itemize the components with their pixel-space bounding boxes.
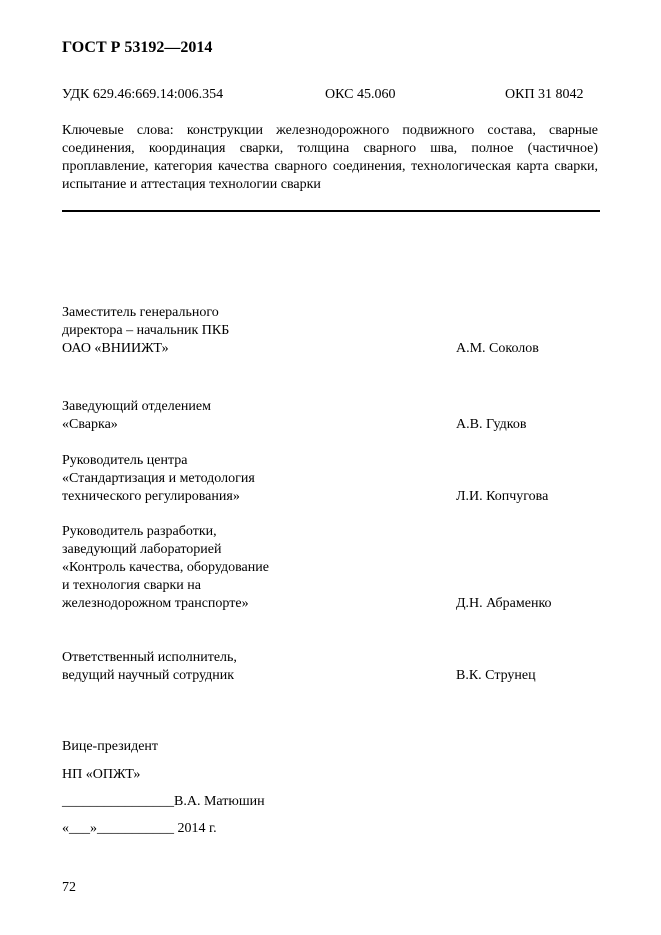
signatory-3-name: Л.И. Копчугова xyxy=(456,489,549,504)
approval-position: Вице-президент xyxy=(62,739,159,754)
signatory-3-position-line-3: технического регулирования» xyxy=(62,489,240,504)
signatory-2-position-line-2: «Сварка» xyxy=(62,417,118,432)
signatory-1-position-line-3: ОАО «ВНИИЖТ» xyxy=(62,341,169,356)
signatory-4-position-line-3: «Контроль качества, оборудование xyxy=(62,560,269,575)
udk-code: УДК 629.46:669.14:006.354 xyxy=(62,87,224,102)
approval-date-line: «___»___________ 2014 г. xyxy=(62,821,217,836)
signatory-5-position-line-1: Ответственный исполнитель, xyxy=(62,650,237,665)
page-number: 72 xyxy=(62,880,76,895)
signatory-4-position-line-2: заведующий лабораторией xyxy=(62,542,222,557)
okp-code: ОКП 31 8042 xyxy=(505,87,584,102)
keywords-paragraph: Ключевые слова: конструкции железнодорожного подвижного состава, сварные соединения, координация сварки, толщина сварного шва, полное (частичное) проплавление, категория качества сварного соединения, технологическая карта сварки, испытание и аттестация технологии сварки xyxy=(62,123,598,192)
signatory-5-name: В.К. Струнец xyxy=(456,668,536,683)
signatory-4-position-line-5: железнодорожном транспорте» xyxy=(62,596,249,611)
signatory-2-position-line-1: Заведующий отделением xyxy=(62,399,211,414)
approval-organization: НП «ОПЖТ» xyxy=(62,767,141,782)
approval-signature-line: ________________В.А. Матюшин xyxy=(62,794,265,809)
signatory-4-name: Д.Н. Абраменко xyxy=(456,596,552,611)
signatory-5-position-line-2: ведущий научный сотрудник xyxy=(62,668,235,683)
divider-line xyxy=(62,210,600,212)
standard-title: ГОСТ Р 53192—2014 xyxy=(62,39,213,56)
signatory-1-name: А.М. Соколов xyxy=(456,341,539,356)
signatory-3-position-line-1: Руководитель центра xyxy=(62,453,188,468)
signatory-3-position-line-2: «Стандартизация и методология xyxy=(62,471,255,486)
signatory-4-position-line-1: Руководитель разработки, xyxy=(62,524,217,539)
signatory-1-position-line-2: директора – начальник ПКБ xyxy=(62,323,230,338)
signatory-2-name: А.В. Гудков xyxy=(456,417,527,432)
signatory-4-position-line-4: и технология сварки на xyxy=(62,578,201,593)
oks-code: ОКС 45.060 xyxy=(325,87,396,102)
signatory-1-position-line-1: Заместитель генерального xyxy=(62,305,219,320)
